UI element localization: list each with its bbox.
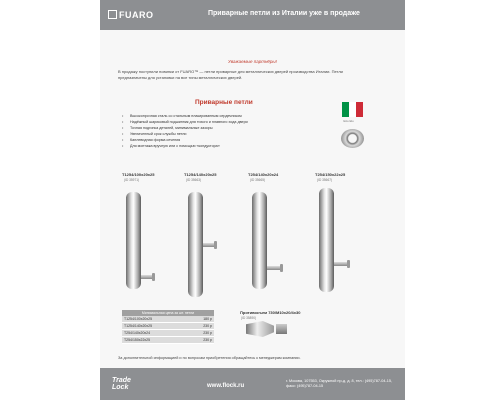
- header-banner: [100, 0, 405, 30]
- italian-flag-icon: [342, 102, 363, 117]
- list-item: • Надёжный шариковый подшипник для тихого и плавного хода двери: [122, 119, 332, 125]
- price-table-header: Минимальная цена за шт. петли: [122, 310, 214, 316]
- hinge-image-2: [188, 192, 203, 297]
- product-id-3: (ID 35665): [250, 178, 266, 182]
- price-table-item: T1254/140x20x25: [122, 323, 188, 330]
- list-item: • Для монтажа вручную или с помощью «кондуктора»: [122, 143, 332, 149]
- table-row: [122, 330, 214, 337]
- hinge-pin-end-4: [347, 260, 350, 268]
- contact-note: За дополнительной информацией и по вопросам приобретения обращайтесь к менеджерам компании.: [118, 356, 301, 360]
- tradelock-logo-line2: Lock: [112, 384, 129, 391]
- company-address: г. Москва, 107553, Окружной пр-д, д. 8, тел.: (495)787-04-15, факс: (495)787-04-15: [286, 379, 393, 388]
- hinge-pin-end-2: [214, 241, 217, 249]
- hinge-pin-3: [267, 266, 281, 270]
- fuaro-logo: [108, 10, 154, 20]
- accessory-id: (ID 35890): [241, 316, 257, 320]
- website-link[interactable]: www.flock.ru: [207, 383, 245, 389]
- hinge-pin-4: [334, 262, 348, 266]
- flag-caption: Itolo Elo: [343, 119, 354, 123]
- price-table-price: 230 р: [188, 337, 214, 344]
- anti-removal-nut-image: [276, 324, 287, 334]
- features-list: [122, 113, 332, 149]
- product-id-2: (ID 35663): [186, 178, 202, 182]
- product-name-2: T1254/140x20x25: [184, 172, 217, 177]
- price-table-item: T254/150x22x25: [122, 337, 188, 344]
- price-table: [122, 310, 214, 344]
- table-row: [122, 323, 214, 330]
- intro-text: В продажу поступили новинки от FUARO™ — петли приварные для металлических дверей производства Италии. Петли предназначены для установки на все типы металлических дверей.: [118, 69, 343, 80]
- tradelock-logo-line1: Trade: [112, 377, 131, 384]
- footer-banner: [100, 368, 405, 400]
- greeting: Уважаемые партнёры!: [227, 59, 277, 64]
- list-item: • Точная подгонка деталей, минимальные зазоры: [122, 125, 332, 131]
- product-name-1: T1254/100x20x25: [122, 172, 155, 177]
- fuaro-logo-icon: [108, 10, 117, 19]
- product-name-4: T254/150x22x25: [315, 172, 346, 177]
- price-table-price: 180 р: [188, 316, 214, 323]
- list-item: • Каплевидная форма сечения: [122, 137, 332, 143]
- product-name-3: T254/140x20x24: [248, 172, 279, 177]
- logo-text: FUARO: [119, 10, 154, 20]
- anti-removal-pin-image: [246, 321, 274, 337]
- bearing-ring-image: [341, 129, 364, 148]
- newsletter-page: [100, 0, 405, 400]
- accessory-name: Противосъем 730/M10x20/4x30: [240, 310, 301, 315]
- list-item: • Высокопрочная сталь со стальным плакированным сердечником: [122, 113, 332, 119]
- section-title: Приварные петли: [195, 99, 253, 106]
- price-table-price: 230 р: [188, 323, 214, 330]
- hinge-pin-end-3: [280, 264, 283, 272]
- hinge-pin-end-1: [152, 273, 155, 281]
- flag-stripe-green: [342, 102, 349, 117]
- price-table-item: T1254/100x20x25: [122, 316, 188, 323]
- price-table-item: T254/140x20x24: [122, 330, 188, 337]
- tradelock-logo: [112, 377, 131, 391]
- product-id-1: (ID 35971): [124, 178, 140, 182]
- product-id-4: (ID 35667): [317, 178, 333, 182]
- flag-stripe-red: [356, 102, 363, 117]
- hinge-image-4: [319, 188, 334, 292]
- table-row: [122, 337, 214, 344]
- hinge-image-1: [126, 192, 141, 289]
- header-title: Приварные петли из Италии уже в продаже: [208, 10, 360, 17]
- flag-stripe-white: [349, 102, 356, 117]
- price-table-price: 230 р: [188, 330, 214, 337]
- list-item: • Увеличенный срок службы петли: [122, 131, 332, 137]
- hinge-image-3: [252, 192, 267, 289]
